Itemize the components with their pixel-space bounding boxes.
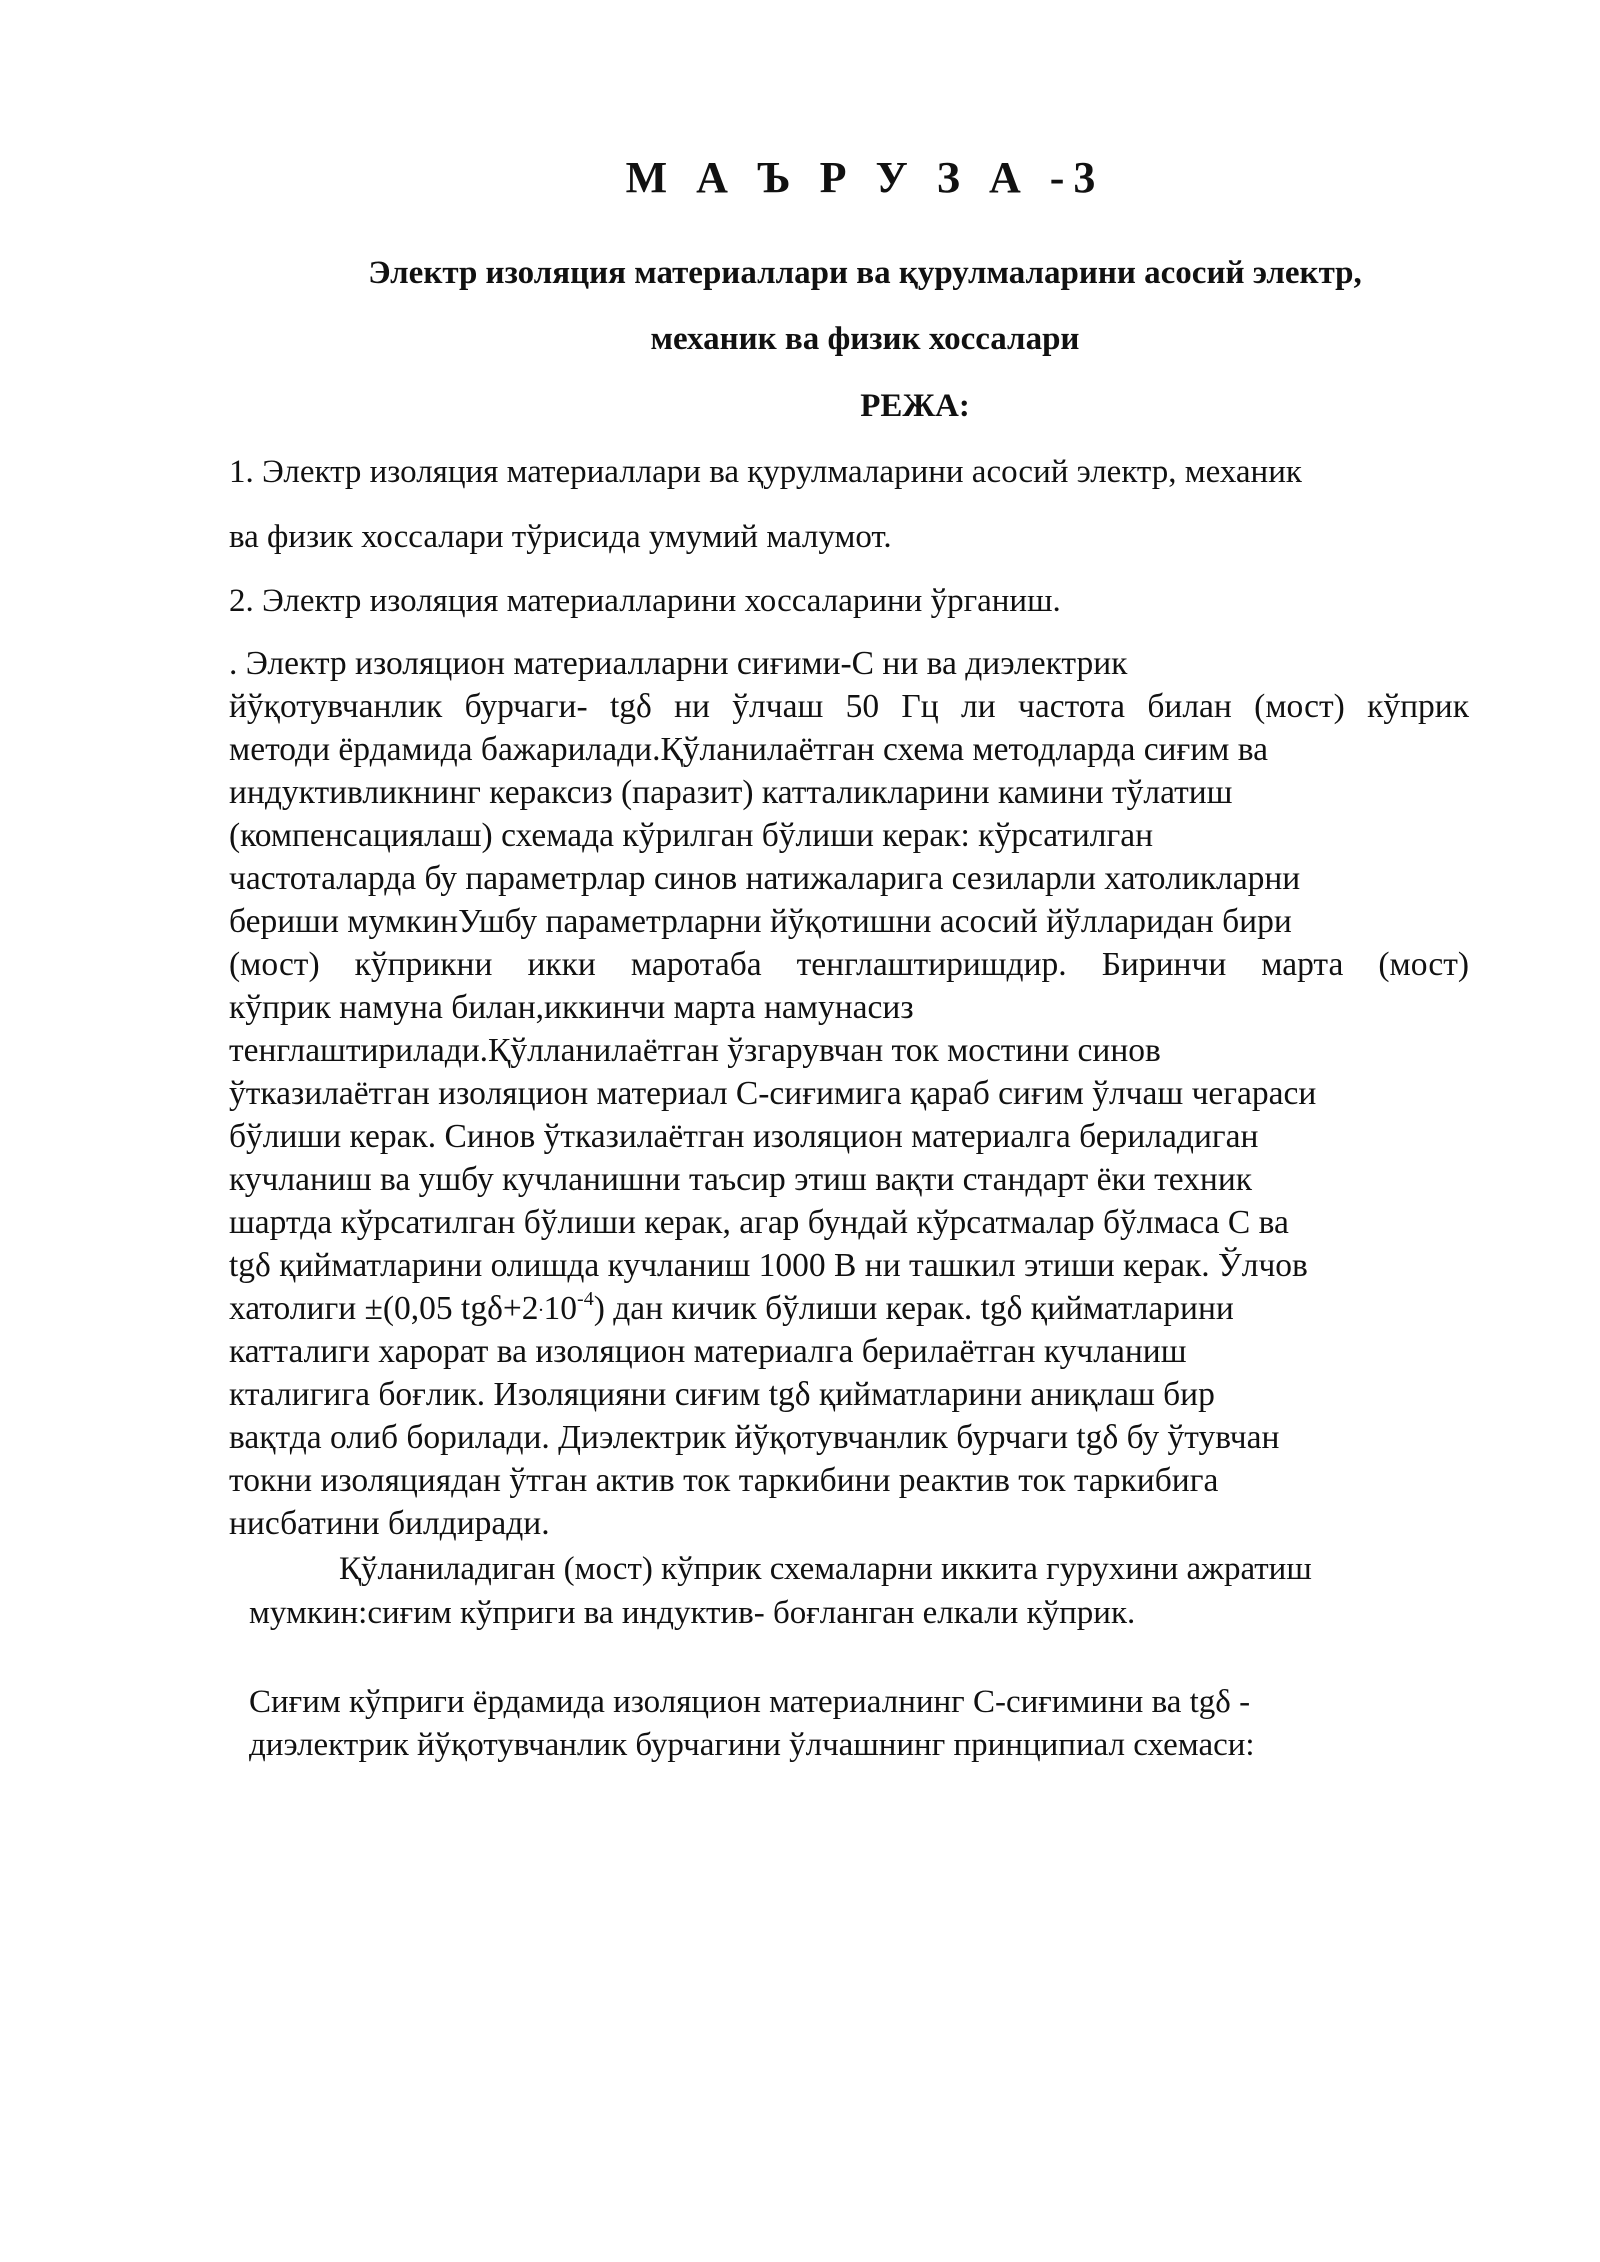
formula-dot: . <box>538 1294 544 1316</box>
body-line: бўлиши керак. Синов ўтказилаётган изоляцион материалга бериладиган <box>229 1118 1259 1155</box>
formula-mid: 10 <box>543 1290 578 1327</box>
formula-before: хатолиги ±(0,05 tgδ+2 <box>229 1290 539 1327</box>
lecture-title: М А Ъ Р У З А -3 <box>625 153 1105 202</box>
body-line: катталиги харорат ва изоляцион материалга берилаётган кучланиш <box>229 1333 1187 1370</box>
formula-after: ) дан кичик бўлиши керак. tgδ қийматларини <box>593 1290 1234 1327</box>
paragraph-2-line-2: мумкин:сиғим кўприги ва индуктив- боғланган елкали кўприк. <box>249 1595 1136 1631</box>
subtitle-line-1: Электр изоляция материаллари ва қурулмаларини асосий электр, <box>368 255 1362 291</box>
body-line: частоталарда бу параметрлар синов натижаларига сезиларли хатоликларни <box>229 860 1301 897</box>
body-line: . Электр изоляцион материалларни сиғими-С ни ва диэлектрик <box>229 645 1128 682</box>
body-line: кучланиш ва ушбу кучланишни таъсир этиш вақти стандарт ёки техник <box>229 1161 1253 1198</box>
subtitle-line-2: механик ва физик хоссалари <box>650 321 1080 357</box>
paragraph-2-line-1: Қўланиладиган (мост) кўприк схемаларни иккита гурухини ажратиш <box>339 1551 1312 1587</box>
body-line: нисбатини билдиради. <box>229 1505 550 1542</box>
formula-exponent: -4 <box>577 1287 594 1310</box>
body-line: (мост) кўприкни икки маротаба тенглаштиришдир. Биринчи марта (мост) <box>229 946 1469 983</box>
body-line: ўтказилаётган изоляцион материал С-сиғимига қараб сиғим ўлчаш чегараси <box>229 1075 1317 1112</box>
body-line: (компенсациялаш) схемада кўрилган бўлиши керак: кўрсатилган <box>229 817 1154 854</box>
plan-item-1-cont: ва физик хоссалари тўрисида умумий малумот. <box>229 519 892 555</box>
body-line: тенглаштирилади.Қўлланилаётган ўзгарувчан ток мостини синов <box>229 1032 1161 1069</box>
paragraph-3-line-1: Сиғим кўприги ёрдамида изоляцион материалнинг С-сиғимини ва tgδ - <box>249 1684 1251 1720</box>
plan-item-2: 2. Электр изоляция материалларини хоссаларини ўрганиш. <box>229 583 1061 619</box>
body-line: токни изоляциядан ўтган актив ток таркибини реактив ток таркибига <box>229 1462 1219 1499</box>
body-line: вақтда олиб борилади. Диэлектрик йўқотувчанлик бурчаги tgδ бу ўтувчан <box>229 1419 1280 1456</box>
body-line: методи ёрдамида бажарилади.Қўланилаётган схема методларда сиғим ва <box>229 731 1268 768</box>
body-line: tgδ қийматларини олишда кучланиш 1000 В ни ташкил этиши керак. Ўлчов <box>229 1247 1308 1284</box>
formula-line <box>229 1287 1469 1328</box>
paragraph-3-line-2: диэлектрик йўқотувчанлик бурчагини ўлчашнинг принципиал схемаси: <box>249 1727 1255 1763</box>
plan-heading: РЕЖА: <box>860 388 970 424</box>
plan-item-1: 1. Электр изоляция материаллари ва қурулмаларини асосий электр, механик <box>229 454 1302 490</box>
body-line: шартда кўрсатилган бўлиши керак, агар бундай кўрсатмалар бўлмаса С ва <box>229 1204 1289 1241</box>
body-line: индуктивликнинг кераксиз (паразит) катталикларини камини тўлатиш <box>229 774 1233 811</box>
body-line: йўқотувчанлик бурчаги- tgδ ни ўлчаш 50 Гц ли частота билан (мост) кўприк <box>229 688 1469 725</box>
body-line: бериши мумкинУшбу параметрларни йўқотишни асосий йўлларидан бири <box>229 903 1292 940</box>
body-line: кталигига боғлик. Изоляцияни сиғим tgδ қийматларини аниқлаш бир <box>229 1376 1215 1413</box>
body-line: кўприк намуна билан,иккинчи марта намунасиз <box>229 989 914 1026</box>
